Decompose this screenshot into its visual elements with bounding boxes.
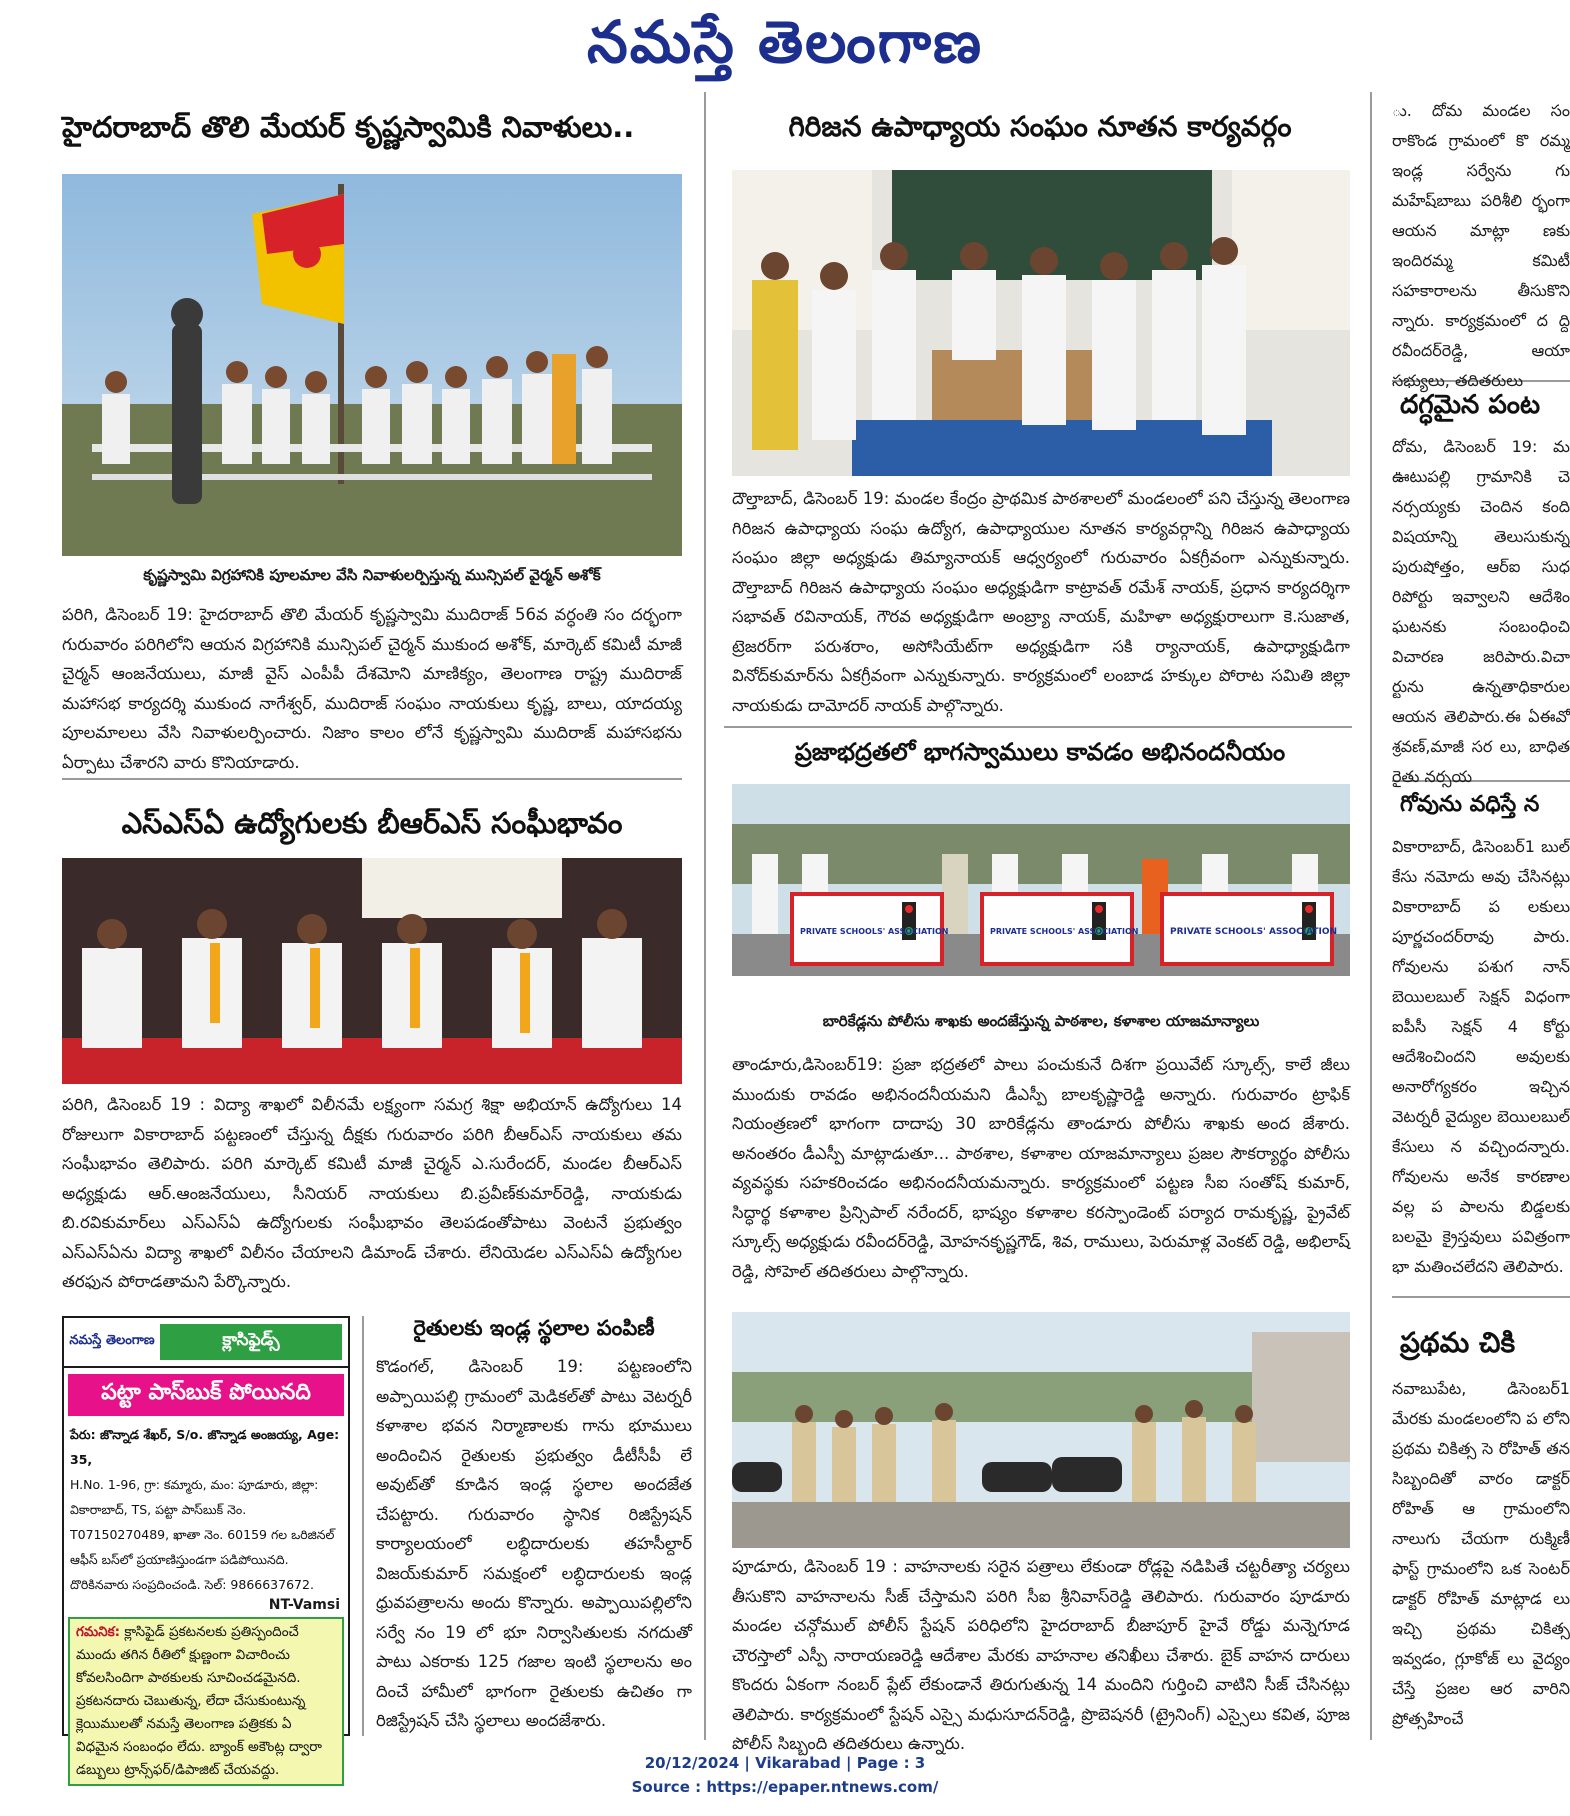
article-teachers-union-body [732,484,1350,724]
caption-mayor-tribute: కృష్ణస్వామి విగ్రహానికి పూలమాల వేసి నివాళులర్పిస్తున్న మున్సిపల్ వైర్మన్ అశోక్ [143,566,601,584]
photo-vehicle-checks [732,1312,1350,1548]
classified-name-line: పేరు: జొన్నాడ శేఖర్, S/o. జొన్నాడ అంజయ్య, Age: 35, [70,1427,340,1467]
article-paragraph: పరిగి, డిసెంబర్ 19: హైదరాబాద్ తొలి మేయర్ కృష్ణస్వామి ముదిరాజ్ 56వ వర్ధంతి సం దర్భంగా గురువారం పరిగిలోని ఆయన విగ్రహానికి మున్సిపల్ చైర్మన్ ముకుంద అశోక్, మార్కెట్ కమిటీ మాజీ చైర్మన్ ఆంజనేయులు, మాజీ వైస్ ఎంపీపీ దేశమోని మాణిక్యం, తెలంగాణ రాష్ట్ర ముదిరాజ్ మహాసభ కార్యదర్శి ముకుంద నాగేశ్వర్, ముదిరాజ్ సంఘం నాయకులు కృష్ణ, బాలు, యాదయ్య పూలమాలలు వేసి నివాళులర్పించారు. నిజాం కాలం లోనే కృష్ణస్వామి ముదిరాజ్ మహాసభను ఏర్పాటు చేశారని వారు కొనియాడారు. [62,605,682,772]
classified-notice-label: గమనిక: [76,1624,121,1640]
side-article-top-body [1392,96,1570,390]
article-paragraph: తాండూరు,డిసెంబర్19: ప్రజా భద్రతలో పాలు పంచుకునే దిశగా ప్రయివేట్ స్కూల్స్, కాలే జీలు ముందుకు రావడం అభినందనీయమని డీఎస్పీ బాలకృష్ణారెడ్డి అన్నారు. గురువారం ట్రాఫిక్ నియంత్రణలో భాగంగా దాదాపు 30 బారికేడ్లను తాండూరు పోలీసు శాఖకు అంద జేశారు. అనంతరం డీఎస్పీ మాట్లాడుతూ... పాఠశాల, కళాశాల యాజమాన్యాలు ప్రజల సౌకర్యార్థం పోలీసు వ్యవస్థకు సహకరించడం అభినందనీయమన్నారు. కార్యక్రమంలో పట్టణ సీఐ సంతోష్ కుమార్, సిద్ధార్థ కళాశాల ప్రిన్సిపాల్ నరేందర్, భాష్యం కళాశాల కరస్పాండెంట్ పర్యాద రామకృష్ణ, ప్రైవేట్ స్కూల్స్ అధ్యక్షుడు రవీందర్‌రెడ్డి, మోహనకృష్ణగౌడ్, శివ, రాములు, పెరుమాళ్ల వెంకట్ రెడ్డి, అభిలాష్ రెడ్డి, సోహెల్ తదితరులు పాల్గొన్నారు. [732,1055,1350,1281]
article-vehicle-checks-body [732,1552,1350,1753]
headline-public-safety: ప్రజాభద్రతలో భాగస్వాములు కావడం అభినందనీయం [794,738,1286,766]
article-paragraph: పూడూరు, డిసెంబర్ 19 : వాహనాలకు సరైన పత్రాలు లేకుండా రోడ్లపై నడిపితే చట్టరీత్యా చర్యలు తీసుకొని వాహనాలను సీజ్ చేస్తామని పరిగి సీఐ శ్రీనివాస్‌రెడ్డి తెలిపారు. గురువారం పూడూరు మండల చన్గోముల్ పోలీస్ స్టేషన్ పరిధిలోని హైదరాబాద్ బీజాపూర్ హైవే రోడ్డు మన్నెగూడ చౌరస్తాలో ఎస్పీ నారాయణరెడ్డి ఆదేశాల మేరకు వాహనాల తనిఖీలు చేశారు. బైక్ వాహన దారులు కొందరు ఏకంగా నంబర్ ప్లేట్ లేకుండానే తిరుగుతున్న 14 మందిని గుర్తించి వాటిని సీజ్ చేసినట్లు తెలిపారు. కార్యక్రమంలో స్టేషన్ ఎస్సై మధుసూదన్‌రెడ్డి, ప్రొబెషనరీ (ట్రైనింగ్) ఎస్సైలు కవిత, పూజ పోలీస్ సిబ్బంది తదితరులు ఉన్నారు. [732,1557,1350,1753]
classified-logo: నమస్తే తెలంగాణ [69,1333,155,1348]
photo-ssa-protest [62,858,682,1084]
headline-ssa-solidarity: ఎస్ఎస్ఏ ఉద్యోగులకు బీఆర్ఎస్ సంఘీభావం [121,806,623,840]
column-rule [704,92,706,1740]
row-rule [724,726,1352,728]
footer-edition-info: 20/12/2024 | Vikarabad | Page : 3 [644,1754,926,1772]
article-paragraph: దౌల్తాబాద్, డిసెంబర్ 19: మండల కేంద్రం ప్రాథమిక పాఠశాలలో మండలంలో పని చేస్తున్న తెలంగాణ గిరిజన ఉపాధ్యాయ సంఘ ఉద్యోగ, ఉపాధ్యాయుల నూతన కార్యవర్గాన్ని గిరిజన ఉపాధ్యాయ సంఘం జిల్లా అధ్యక్షుడు తిమ్యానాయక్ ఆధ్వర్యంలో గురువారం ఏకగ్రీవంగా ఎన్నుకున్నారు. దౌల్తాబాద్ గిరిజన ఉపాధ్యాయ సంఘం అధ్యక్షుడిగా కాట్రావత్ రమేశ్ నాయక్, ప్రధాన కార్యదర్శిగా సభావత్ రవినాయక్, గౌరవ అధ్యక్షుడిగా అంబ్ర్యా నాయక్, మహిళా అధ్యక్షురాలుగా కె.సుజాత, ట్రెజరర్‌గా పరుశరాం, అసోసియేట్‌గా అధ్యక్షుడిగా సకి ర్యానాయక్, ఉపాధ్యాక్షుడిగా వినోద్‌కుమార్‌ను ఏకగ్రీవంగా ఎన్నుకున్నారు. కార్యక్రమంలో లంబాడ హక్కుల పోరాట సమితి జిల్లా నాయకుడు దామోదర్ నాయక్ పాల్గొన్నారు. [732,489,1350,715]
row-rule [1392,1296,1570,1298]
headline-teachers-union: గిరిజన ఉపాధ్యాయ సంఘం నూతన కార్యవర్గం [788,110,1292,143]
footer-source-link[interactable]: Source : https://epaper.ntnews.com/ [631,1778,939,1796]
photo-teachers-union [732,170,1350,476]
barricade-banner-text: PRIVATE SCHOOLS' ASSOCIATION [990,927,1139,936]
classified-details: H.No. 1-96, గ్రా: కమ్మారు, మం: పూడూరు, జిల్లా: వికారాబాద్, TS, పట్టా పాస్‌బుక్ నెం. T07150270489, ఖాతా నెం. 60159 గల ఒరిజినల్ ఆఫీస్ బస్‌లో ప్రయాణిస్తుండగా పడిపోయినది. దొరికినవారు సంప్రదించండి. సెల్: 9866637672. [70,1477,335,1592]
classified-brand-row [64,1318,348,1368]
side-headline-crop-fire: దగ్ధమైన పంట [1400,390,1541,420]
side-headline-cow-slaughter: గోవును వధిస్తే న [1400,792,1540,817]
classified-title: పట్టా పాస్‌బుక్ పోయినది [68,1374,344,1416]
classified-body [64,1422,348,1597]
masthead-logo: నమస్తే తెలంగాణ [587,8,983,76]
article-paragraph: పరిగి, డిసెంబర్ 19 : విద్యా శాఖలో విలీనమే లక్ష్యంగా సమగ్ర శిక్షా అభియాన్ ఉద్యోగులు 14 రోజులుగా వికారాబాద్ పట్టణంలో చేస్తున్న దీక్షకు గురువారం పరిగి బీఆర్ఎస్ నాయకులు తమ సంఘీభావం తెలిపారు. పరిగి మార్కెట్ కమిటీ మాజీ చైర్మన్ ఎ.సురేందర్, మండల బీఆర్ఎస్ అధ్యక్షుడు ఆర్.ఆంజనేయులు, సీనియర్ నాయకులు బి.ప్రవీణ్‌కుమార్‌రెడ్డి, నాయకుడు బి.రవికుమార్‌లు ఎస్ఎస్ఏ ఉద్యోగులకు సంఘీభావం తెలపడంతోపాటు వెంటనే ప్రభుత్వం ఎస్ఎస్ఏను విద్యా శాఖలో విలీనం చేయాలని డిమాండ్ చేశారు. లేనియెడల ఎస్ఎస్ఏ ఉద్యోగుల తరఫున పోరాడతామని పేర్కొన్నారు. [62,1095,682,1291]
row-rule [62,778,682,780]
barricade-banner-text: PRIVATE SCHOOLS' ASSOCIATION [1170,927,1338,937]
photo-barricades [732,784,1350,976]
article-paragraph: వికారాబాద్, డిసెంబర్1 బుల్ కేసు నమోదు అవు చేసినట్లు వికారాబాద్ ప లకులు పూర్ణచందర్‌రావు పారు. గోవులను పశుగ నాన్ బెయిలబుల్ సెక్షన్ విధంగా ఐపీసీ సెక్షన్ 4 కోర్టు ఆదేశించిందని అవులకు అనారోగ్యకరం ఇచ్చిన వెటర్నరీ వైద్యుల బెయిలబుల్ కేసులు న వచ్చిందన్నారు. గోవులను అనేక కారణాల వల్ల ప పాలను బిడ్డలకు బలమై క్రైస్తవులు పవిత్రంగా భా మతించలేదని తెలిపారు. [1392,837,1570,1276]
column-rule [1370,92,1372,1740]
classified-tag: క్లాసిఫైడ్స్ [160,1324,342,1360]
article-ssa-body [62,1090,682,1290]
barricade-banner-text: PRIVATE SCHOOLS' ASSOCIATION [800,927,949,936]
headline-mayor-tribute: హైదరాబాద్ తొలి మేయర్ కృష్ణస్వామికి నివాళులు.. [62,110,635,144]
side-article-first-aid-body [1392,1374,1570,1740]
caption-barricades: బారికేడ్లను పోలీసు శాఖకు అందజేస్తున్న పాఠశాల, కళాశాల యాజమాన్యాలు [822,1012,1260,1030]
article-paragraph: ు. దోమ మండల సం రాకొండ గ్రామంలో కొ రమ్మ ఇండ్ల సర్వేను గు మహేష్‌బాబు పరిశీలి ర్భంగా ఆయన మాట్లా ణకు ఇందిరమ్మ కమిటీ సహకారాలను తీసుకొని న్నారు. కార్యక్రమంలో ద ద్ది రవీందర్‌రెడ్డి, ఆయా సభ్యులు, తదితరులు [1392,101,1570,390]
article-mayor-tribute-body [62,600,682,778]
headline-farmers-plots: రైతులకు ఇండ్ల స్థలాల పంపిణీ [413,1316,655,1340]
column-rule [362,1316,364,1736]
article-paragraph: దోమ, డిసెంబర్ 19: మ ఊటుపల్లి గ్రామానికి చె నర్సయ్యకు చెందిన కంది విషయాన్ని తెలుసుకున్న పురుషోత్తం, ఆర్ఐ సుధ రిపోర్టు ఇవ్వాలని ఆదేశిం ఘటనకు సంబంధించి విచారణ జరిపారు.విచా ర్టును ఉన్నతాధికారుల ఆయన తెలిపారు.ఈ ఏఈవో శ్రవణ్,మాజీ సర లు, బాధిత రైతు నర్సయ [1392,437,1570,786]
article-public-safety-body [732,1050,1350,1300]
side-article-cow-body [1392,832,1570,1288]
side-headline-first-aid: ప్రథమ చికి [1400,1326,1516,1359]
classified-ad [62,1316,350,1778]
classified-signature: NT-Vamsi [268,1597,340,1613]
article-paragraph: నవాబుపేట, డిసెంబర్1 మేరకు మండలంలోని ప లోని ప్రథమ చికిత్స సె రోహిత్ తన సిబ్బందితో వారం డాక్టర్ రోహిత్ ఆ గ్రామంలోని నాలుగు చేయగా రుక్మిణీ ఫాస్ట్ గ్రామంలోని ఒక సెంటర్ డాక్టర్ రోహిత్ మాట్లాడ లు ఇచ్చి ప్రథమ చికిత్స ఇవ్వడం, గ్లూకోజ్ లు వైద్యం చేస్తే ప్రజల ఆర వారిని ప్రోత్సహించే [1392,1379,1570,1728]
side-article-fire-body [1392,432,1570,786]
photo-statue-tribute [62,174,682,556]
article-farmers-body [376,1352,692,1740]
article-paragraph: కొడంగల్, డిసెంబర్ 19: పట్టణంలోని అప్పాయిపల్లి గ్రామంలో మెడికల్‌తో పాటు వెటర్నరీ కళాశాల భవన నిర్మాణాలకు గాను భూములు అందించిన రైతులకు ప్రభుత్వం డీటీసీపీ లే అవుట్‌తో కూడిన ఇండ్ల స్థలాల అందజేత చేపట్టారు. గురువారం స్థానిక రిజిస్ట్రేషన్ కార్యాలయంలో లబ్ధిదారులకు తహసీల్దార్ విజయ్‌కుమార్ సమక్షంలో లబ్ధిదారులకు ఇండ్ల ధ్రువపత్రాలను అందు కొన్నారు. అప్పాయిపల్లిలోని సర్వే నం 19 లో భూ నిర్వాసితులకు నగదుతో పాటు ఎకరాకు 125 గజాల ఇంటి స్థలాలను అం దించే హామీలో భాగంగా రైతులకు ఉచితం గా రిజిస్ట్రేషన్ చేసి స్థలాలు అందజేశారు. [376,1357,692,1730]
classified-notice-text: క్లాసిఫైడ్ ప్రకటనలకు ప్రతిస్పందించే ముందు తగిన రీతిలో క్షుణ్ణంగా విచారించు కోవలసిందిగా పాఠకులకు సూచించడమైనది. ప్రకటనదారు చెబుతున్న, లేదా చేసుకుంటున్న క్లెయిములతో నమస్తే తెలంగాణ పత్రికకు ఏ విధమైన సంబంధం లేదు. బ్యాంక్ అకౌంట్ల ద్వారా డబ్బులు ట్రాన్స్‌ఫర్/డిపాజిట్ చేయవద్దు. [76,1624,322,1778]
